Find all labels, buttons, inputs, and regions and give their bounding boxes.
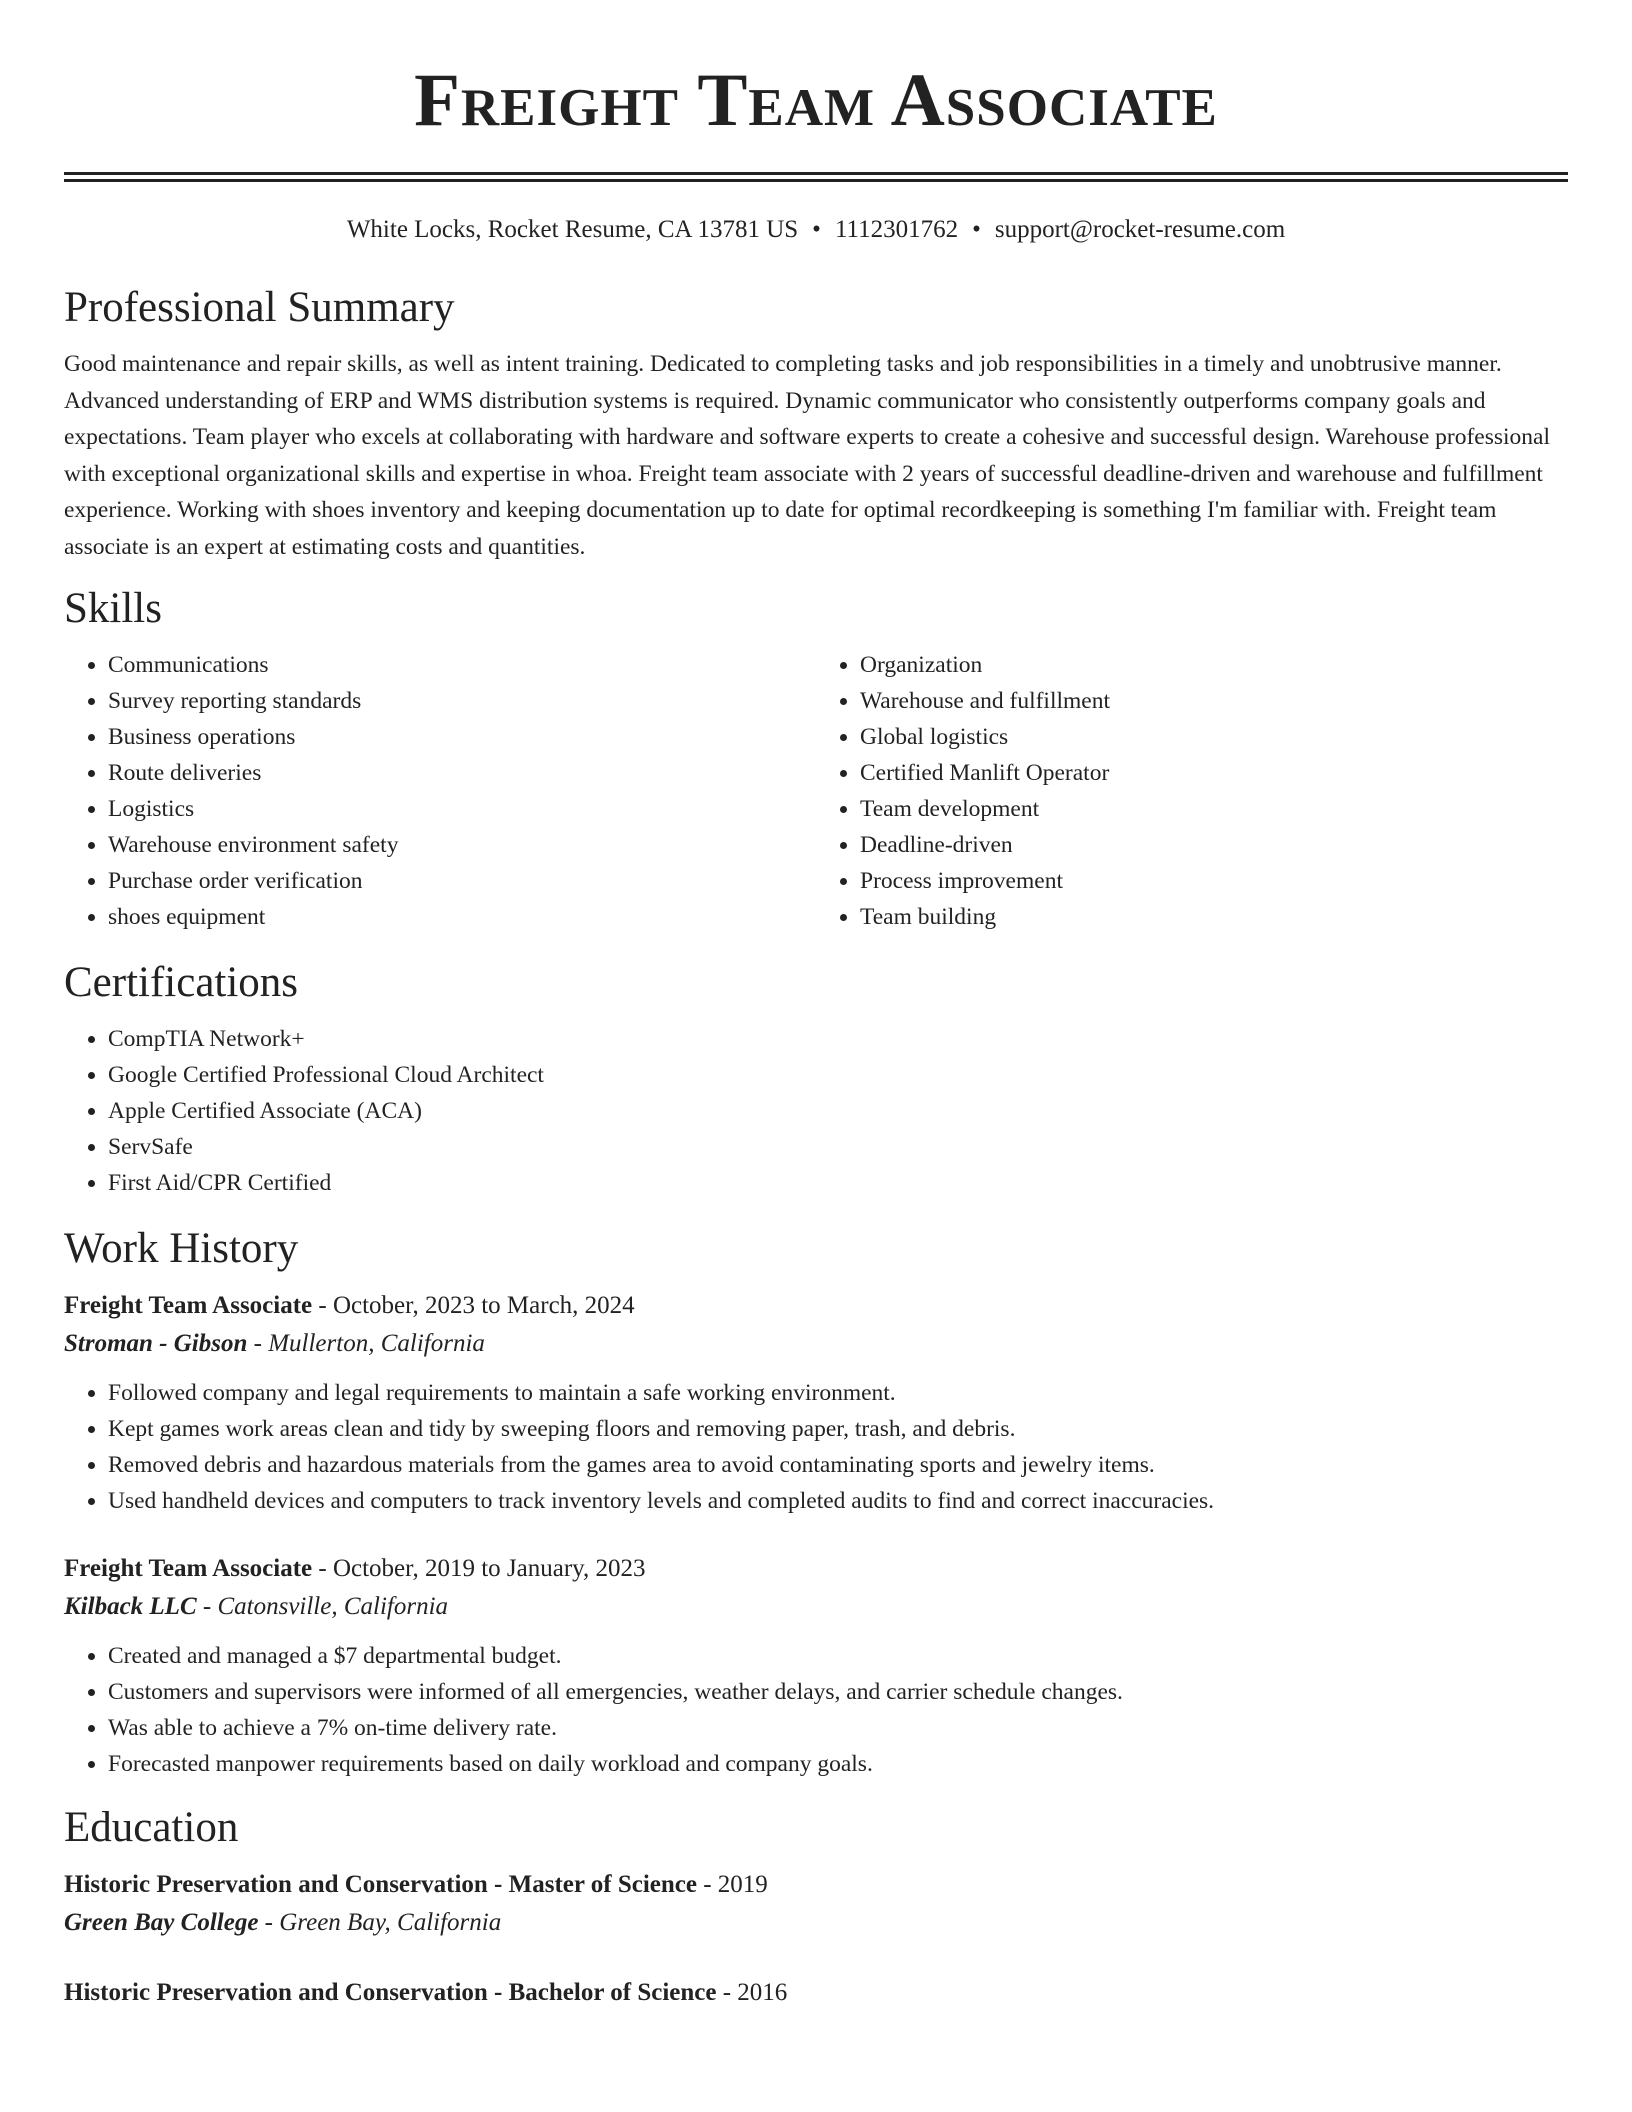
skill-item: • Communications <box>108 647 816 683</box>
job-duty-item: • Kept games work areas clean and tidy by sweeping floors and removing paper, trash, and debris. <box>108 1411 1568 1447</box>
job-duty-item: • Used handheld devices and computers to track inventory levels and completed audits to find and correct inaccuracies. <box>108 1483 1568 1519</box>
skills-heading: Skills <box>64 585 162 632</box>
education-year: - 2019 <box>696 1871 768 1898</box>
job-duty-item: • Removed debris and hazardous materials from the games area to avoid contaminating sports and jewelry items. <box>108 1447 1568 1483</box>
education-entry <box>64 1974 1568 2012</box>
education-year: - 2016 <box>716 1979 788 2006</box>
skill-item: • Warehouse environment safety <box>108 827 816 863</box>
skill-item: • Logistics <box>108 791 816 827</box>
education-heading: Education <box>64 1804 239 1851</box>
job-duties-list <box>64 1375 1568 1519</box>
skill-item: • Survey reporting standards <box>108 683 816 719</box>
certifications-list <box>64 1021 1568 1201</box>
education-entry <box>64 1866 1568 1942</box>
job-title: Freight Team Associate <box>64 1555 313 1582</box>
certification-item: • Apple Certified Associate (ACA) <box>108 1093 1568 1129</box>
skill-item: • shoes equipment <box>108 899 816 935</box>
job-title-line <box>64 1287 1568 1325</box>
contact-email: support@rocket-resume.com <box>994 216 1286 243</box>
summary-heading: Professional Summary <box>64 284 455 331</box>
certification-item: • CompTIA Network+ <box>108 1021 1568 1057</box>
job-duties-list <box>64 1638 1568 1782</box>
summary-text: Good maintenance and repair skills, as well as intent training. Dedicated to completing tasks and job responsibilities in a timely and unobtrusive manner. Advanced understanding of ERP and WMS distribution systems is required. Dynamic communicator who consistently outperforms company goals and expectations. Team player who excels at collaborating with hardware and software experts to create a cohesive and successful design. Warehouse professional with exceptional organizational skills and expertise in whoa. Freight team associate with 2 years of successful deadline-driven and warehouse and fulfillment experience. Working with shoes inventory and keeping documentation up to date for optimal recordkeeping is something I'm familiar with. Freight team associate is an expert at estimating costs and quantities. <box>64 351 1550 560</box>
skill-item: • Team building <box>860 899 1568 935</box>
skill-item: • Route deliveries <box>108 755 816 791</box>
job-company-line <box>64 1325 1568 1363</box>
job-entry <box>64 1287 1568 1519</box>
skill-item: • Global logistics <box>860 719 1568 755</box>
skills-left-column <box>64 647 816 935</box>
skills-right-column <box>816 647 1568 935</box>
job-title: Freight Team Associate <box>64 1292 313 1319</box>
contact-address: White Locks, Rocket Resume, CA 13781 US <box>346 216 799 243</box>
job-duty-item: • Customers and supervisors were informed of all emergencies, weather delays, and carrier schedule changes. <box>108 1674 1568 1710</box>
contact-separator: • <box>972 216 981 243</box>
job-duty-item: • Followed company and legal requirements to maintain a safe working environment. <box>108 1375 1568 1411</box>
skill-item: • Organization <box>860 647 1568 683</box>
certification-item: • First Aid/CPR Certified <box>108 1165 1568 1201</box>
job-duty-item: • Was able to achieve a 7% on-time delivery rate. <box>108 1710 1568 1746</box>
header-double-rule <box>64 172 1568 182</box>
skill-item: • Business operations <box>108 719 816 755</box>
job-company-line <box>64 1588 1568 1626</box>
skill-item: • Team development <box>860 791 1568 827</box>
education-degree: Historic Preservation and Conservation - Master of Science <box>64 1871 697 1898</box>
education-location: - Green Bay, California <box>258 1909 502 1936</box>
skill-item: • Deadline-driven <box>860 827 1568 863</box>
job-company: Stroman - Gibson <box>64 1330 248 1357</box>
contact-phone: 1112301762 <box>834 216 959 243</box>
education-school-line <box>64 1904 1568 1942</box>
certification-item: • Google Certified Professional Cloud Architect <box>108 1057 1568 1093</box>
job-dates: - October, 2023 to March, 2024 <box>312 1292 635 1319</box>
skill-item: • Process improvement <box>860 863 1568 899</box>
education-degree-line <box>64 1866 1568 1904</box>
education-degree-line <box>64 1974 1568 2012</box>
job-title-line <box>64 1550 1568 1588</box>
job-location: - Catonsville, California <box>196 1593 449 1620</box>
education-degree: Historic Preservation and Conservation - Bachelor of Science <box>64 1979 717 2006</box>
contact-line <box>64 214 1568 246</box>
education-school: Green Bay College <box>64 1909 259 1936</box>
skill-item: • Warehouse and fulfillment <box>860 683 1568 719</box>
job-location: - Mullerton, California <box>247 1330 485 1357</box>
certification-item: • ServSafe <box>108 1129 1568 1165</box>
certifications-heading: Certifications <box>64 959 299 1006</box>
skill-item: • Certified Manlift Operator <box>860 755 1568 791</box>
job-entry <box>64 1550 1568 1782</box>
contact-separator: • <box>812 216 821 243</box>
job-company: Kilback LLC <box>64 1593 197 1620</box>
work-history-heading: Work History <box>64 1225 299 1272</box>
job-duty-item: • Created and managed a $7 departmental budget. <box>108 1638 1568 1674</box>
skill-item: • Purchase order verification <box>108 863 816 899</box>
skills-list <box>64 647 1568 935</box>
job-dates: - October, 2019 to January, 2023 <box>312 1555 646 1582</box>
candidate-name: Freight Team Associate <box>414 59 1218 142</box>
job-duty-item: • Forecasted manpower requirements based on daily workload and company goals. <box>108 1746 1568 1782</box>
